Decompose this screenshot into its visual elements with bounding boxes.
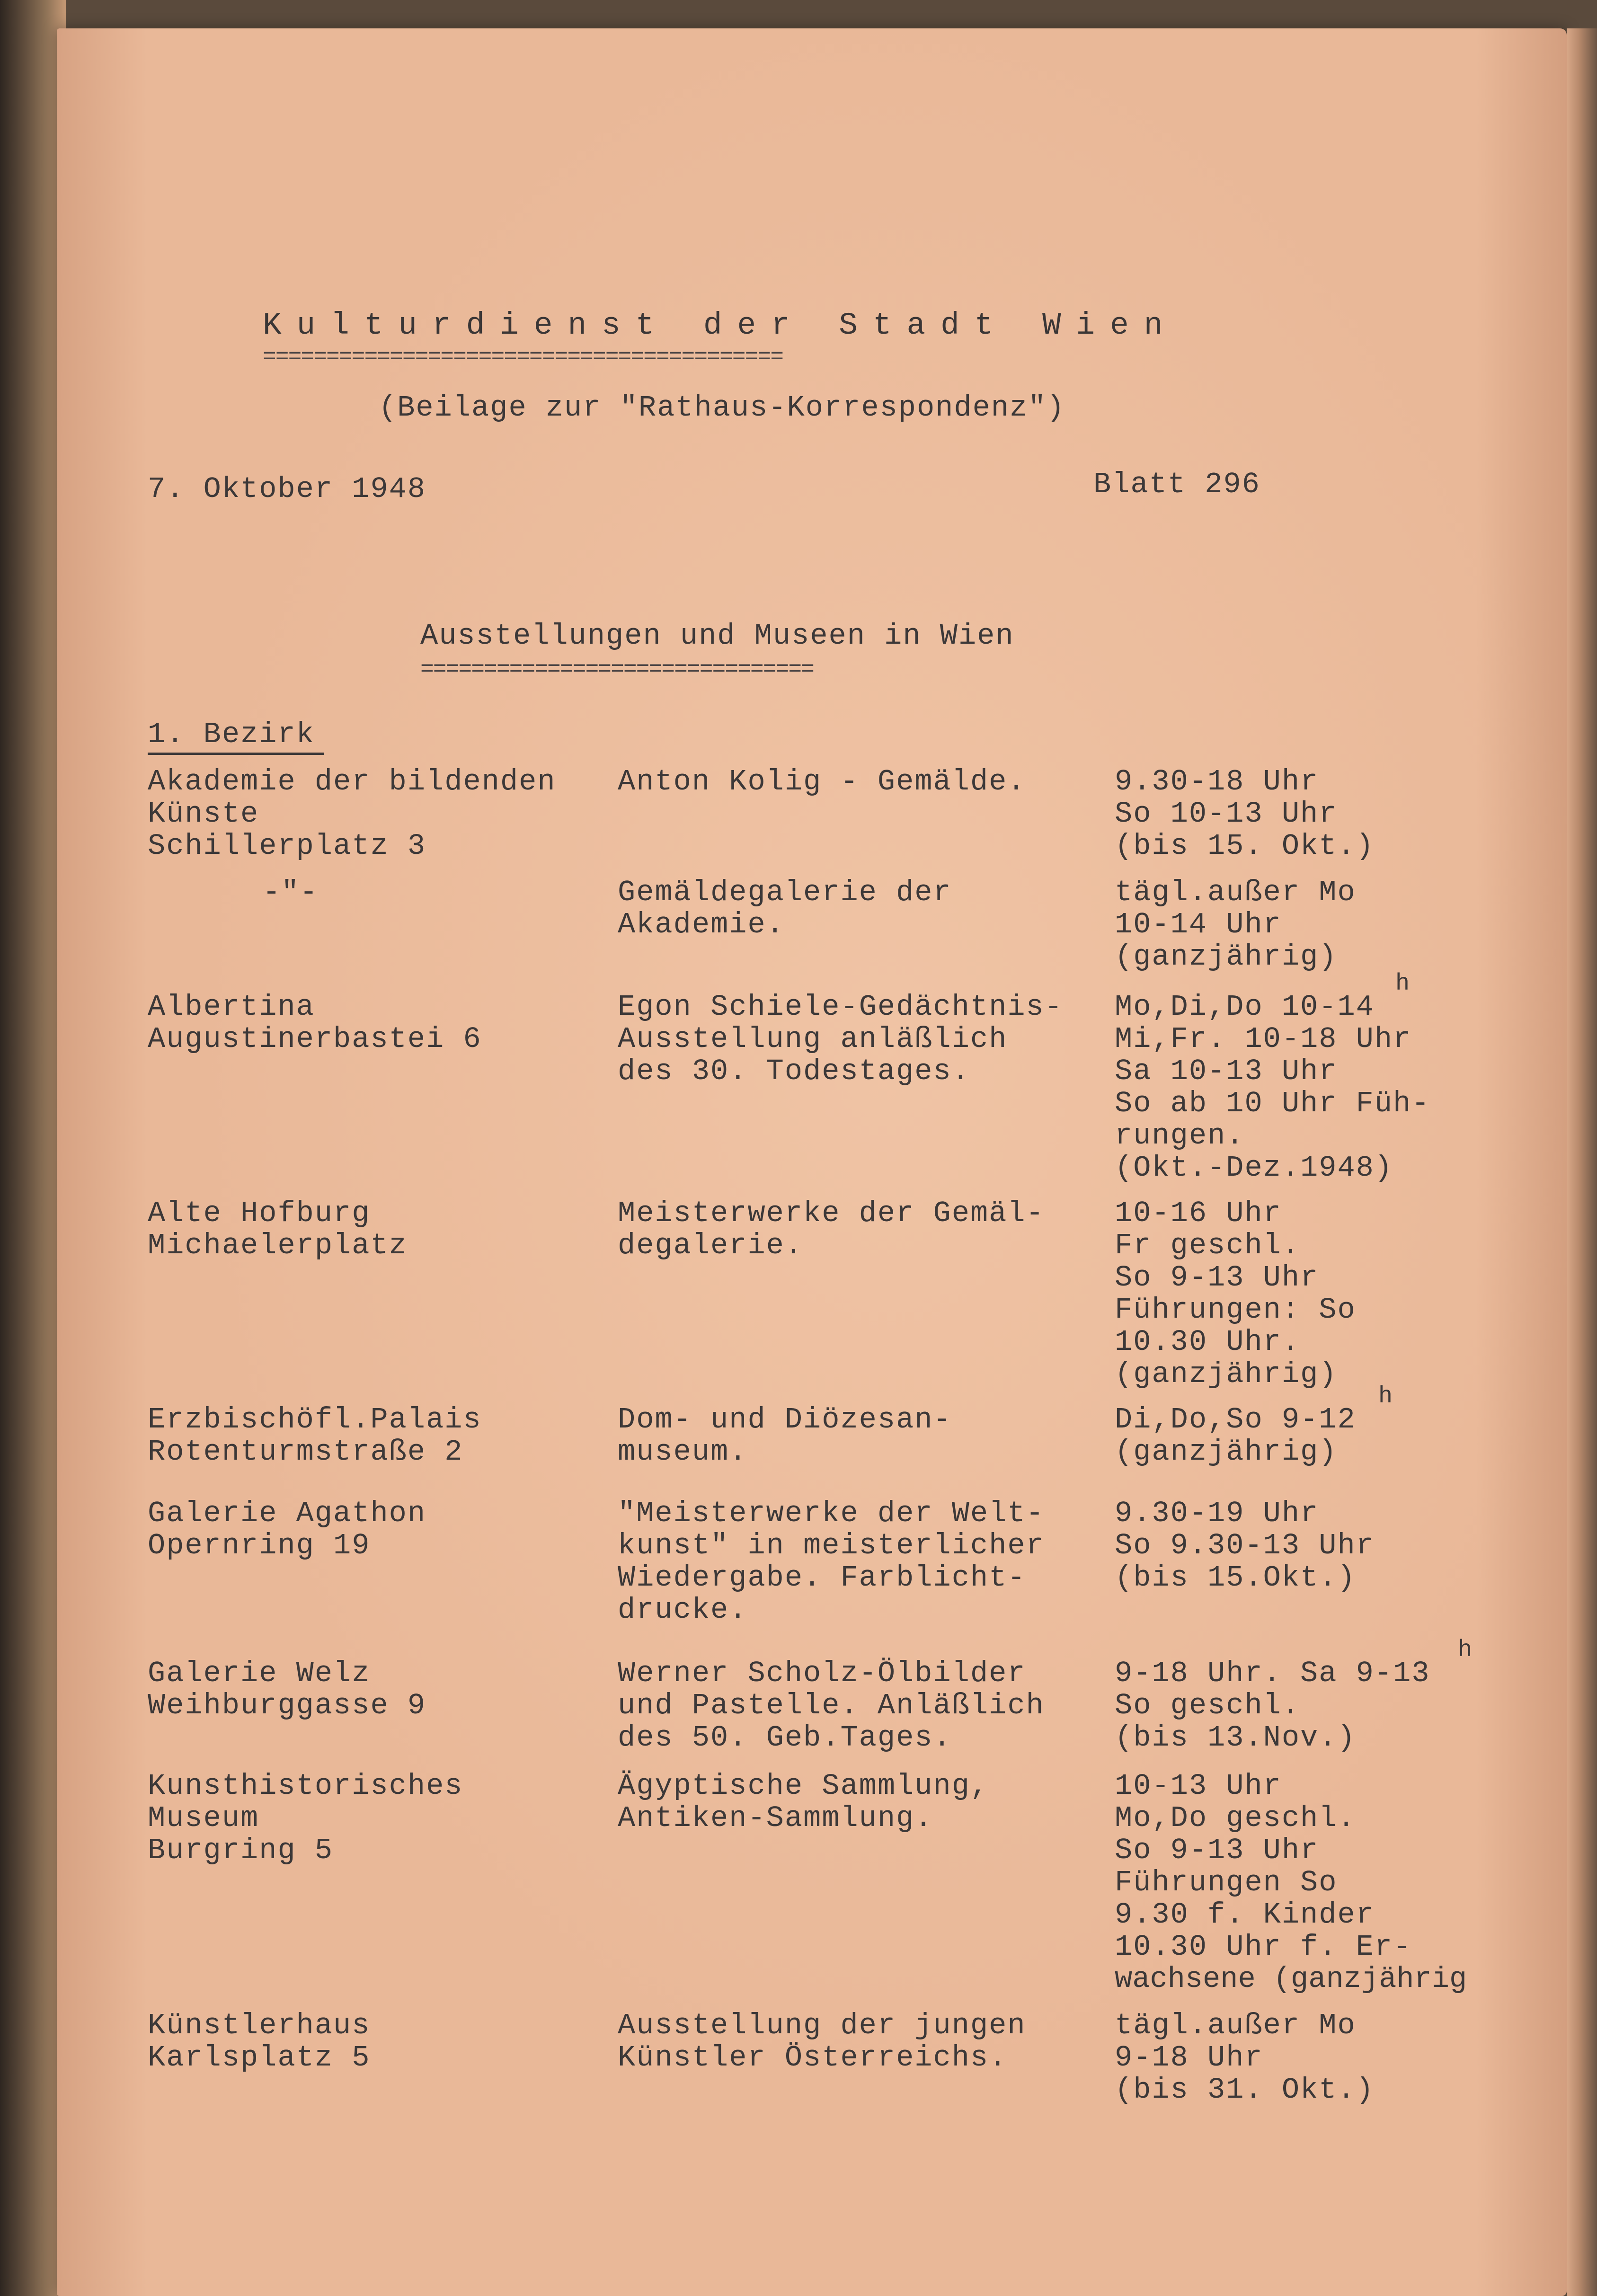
hours-line: 9.30-19 Uhr	[1115, 1497, 1319, 1530]
sheet-number: Blatt 296	[1093, 468, 1260, 501]
venue-line: Burgring 5	[148, 1834, 334, 1867]
venue-line: Galerie Welz	[148, 1657, 371, 1690]
letterhead-title: Kulturdienst der Stadt Wien	[263, 308, 1178, 343]
venue-line: Rotenturmstraße 2	[148, 1435, 463, 1469]
exhibit-line: Akademie.	[618, 908, 785, 941]
page-edge	[1567, 28, 1597, 2296]
hours-line: (bis 31. Okt.)	[1115, 2073, 1375, 2107]
district-underline	[148, 753, 324, 755]
hours-line: So geschl.	[1115, 1689, 1301, 1722]
venue-line: Albertina	[148, 990, 315, 1024]
hours-line: (ganzjährig)	[1115, 1357, 1338, 1391]
hours-line: Führungen So	[1115, 1866, 1338, 1899]
exhibit-line: Ägyptische Sammlung,	[618, 1769, 989, 1803]
ditto-mark: -"-	[263, 876, 319, 909]
exhibit-line: museum.	[618, 1435, 748, 1469]
hours-line: Mo,Di,Do 10-14	[1115, 990, 1375, 1024]
hours-line: 10.30 Uhr.	[1115, 1325, 1301, 1359]
venue-line: Erzbischöfl.Palais	[148, 1403, 482, 1436]
hours-line: (Okt.-Dez.1948)	[1115, 1151, 1393, 1185]
hours-line: Mi,Fr. 10-18 Uhr	[1115, 1022, 1412, 1056]
date: 7. Oktober 1948	[148, 472, 426, 506]
hours-line: 10-13 Uhr	[1115, 1769, 1282, 1803]
subtitle: (Beilage zur "Rathaus-Korrespondenz")	[379, 391, 1065, 425]
section-title: Ausstellungen und Museen in Wien	[420, 619, 1014, 653]
venue-line: Karlsplatz 5	[148, 2041, 371, 2074]
letterhead-rule: =========================================	[263, 348, 783, 367]
venue-line: Schillerplatz 3	[148, 829, 426, 863]
hours-line: (bis 15.Okt.)	[1115, 1561, 1356, 1595]
hours-line: Di,Do,So 9-12	[1115, 1403, 1356, 1436]
hours-line: So 9-13 Uhr	[1115, 1261, 1319, 1294]
exhibit-line: Künstler Österreichs.	[618, 2041, 1008, 2074]
exhibit-line: Antiken-Sammlung.	[618, 1801, 933, 1835]
superscript-h: h	[1395, 970, 1410, 997]
hours-line: 9-18 Uhr. Sa 9-13	[1115, 1657, 1430, 1690]
hours-line: 10-14 Uhr	[1115, 908, 1282, 941]
hours-line: tägl.außer Mo	[1115, 876, 1356, 909]
exhibit-line: Wiedergabe. Farblicht-	[618, 1561, 1026, 1595]
exhibit-line: Werner Scholz-Ölbilder	[618, 1657, 1026, 1690]
exhibit-line: "Meisterwerke der Welt-	[618, 1497, 1045, 1530]
hours-line: 9.30-18 Uhr	[1115, 765, 1319, 798]
hours-line: 10-16 Uhr	[1115, 1197, 1282, 1230]
exhibit-line: des 50. Geb.Tages.	[618, 1721, 952, 1755]
hours-line: (bis 13.Nov.)	[1115, 1721, 1356, 1755]
exhibit-line: Egon Schiele-Gedächtnis-	[618, 990, 1063, 1024]
venue-line: Akademie der bildenden	[148, 765, 556, 798]
exhibit-line: Ausstellung der jungen	[618, 2009, 1026, 2042]
hours-line: Führungen: So	[1115, 1293, 1356, 1327]
venue-line: Opernring 19	[148, 1529, 371, 1562]
hours-line: 9.30 f. Kinder	[1115, 1898, 1375, 1932]
venue-line: Künste	[148, 797, 259, 831]
hours-line: 9-18 Uhr	[1115, 2041, 1263, 2074]
exhibit-line: Ausstellung anläßlich	[618, 1022, 1008, 1056]
hours-line: (bis 15. Okt.)	[1115, 829, 1375, 863]
hours-line: 10.30 Uhr f. Er-	[1115, 1930, 1412, 1964]
venue-line: Museum	[148, 1801, 259, 1835]
hours-line: So 9.30-13 Uhr	[1115, 1529, 1375, 1562]
hours-line: (ganzjährig)	[1115, 1435, 1338, 1469]
exhibit-line: degalerie.	[618, 1229, 804, 1262]
venue-line: Künstlerhaus	[148, 2009, 371, 2042]
district-heading: 1. Bezirk	[148, 718, 315, 751]
venue-line: Kunsthistorisches	[148, 1769, 463, 1803]
hours-line: (ganzjährig)	[1115, 940, 1338, 974]
hours-line: rungen.	[1115, 1119, 1245, 1152]
venue-line: Michaelerplatz	[148, 1229, 408, 1262]
venue-line: Augustinerbastei 6	[148, 1022, 482, 1056]
superscript-h: h	[1458, 1637, 1473, 1664]
venue-line: Weihburggasse 9	[148, 1689, 426, 1722]
hours-line: So ab 10 Uhr Füh-	[1115, 1087, 1430, 1120]
book-binding	[0, 0, 66, 2296]
exhibit-line: Dom- und Diözesan-	[618, 1403, 952, 1436]
superscript-h: h	[1378, 1383, 1393, 1410]
exhibit-line: Anton Kolig - Gemälde.	[618, 765, 1026, 798]
hours-line: So 9-13 Uhr	[1115, 1834, 1319, 1867]
exhibit-line: Gemäldegalerie der	[618, 876, 952, 909]
hours-line: Mo,Do geschl.	[1115, 1801, 1356, 1835]
hours-line: wachsene (ganzjährig	[1115, 1962, 1467, 1996]
hours-line: Sa 10-13 Uhr	[1115, 1055, 1338, 1088]
exhibit-line: kunst" in meisterlicher	[618, 1529, 1045, 1562]
exhibit-line: drucke.	[618, 1593, 748, 1627]
exhibit-line: und Pastelle. Anläßlich	[618, 1689, 1045, 1722]
hours-line: tägl.außer Mo	[1115, 2009, 1356, 2042]
venue-line: Galerie Agathon	[148, 1497, 426, 1530]
venue-line: Alte Hofburg	[148, 1197, 371, 1230]
hours-line: Fr geschl.	[1115, 1229, 1301, 1262]
exhibit-line: Meisterwerke der Gemäl-	[618, 1197, 1045, 1230]
section-title-rule: ===============================	[420, 660, 814, 679]
hours-line: So 10-13 Uhr	[1115, 797, 1338, 831]
exhibit-line: des 30. Todestages.	[618, 1055, 970, 1088]
